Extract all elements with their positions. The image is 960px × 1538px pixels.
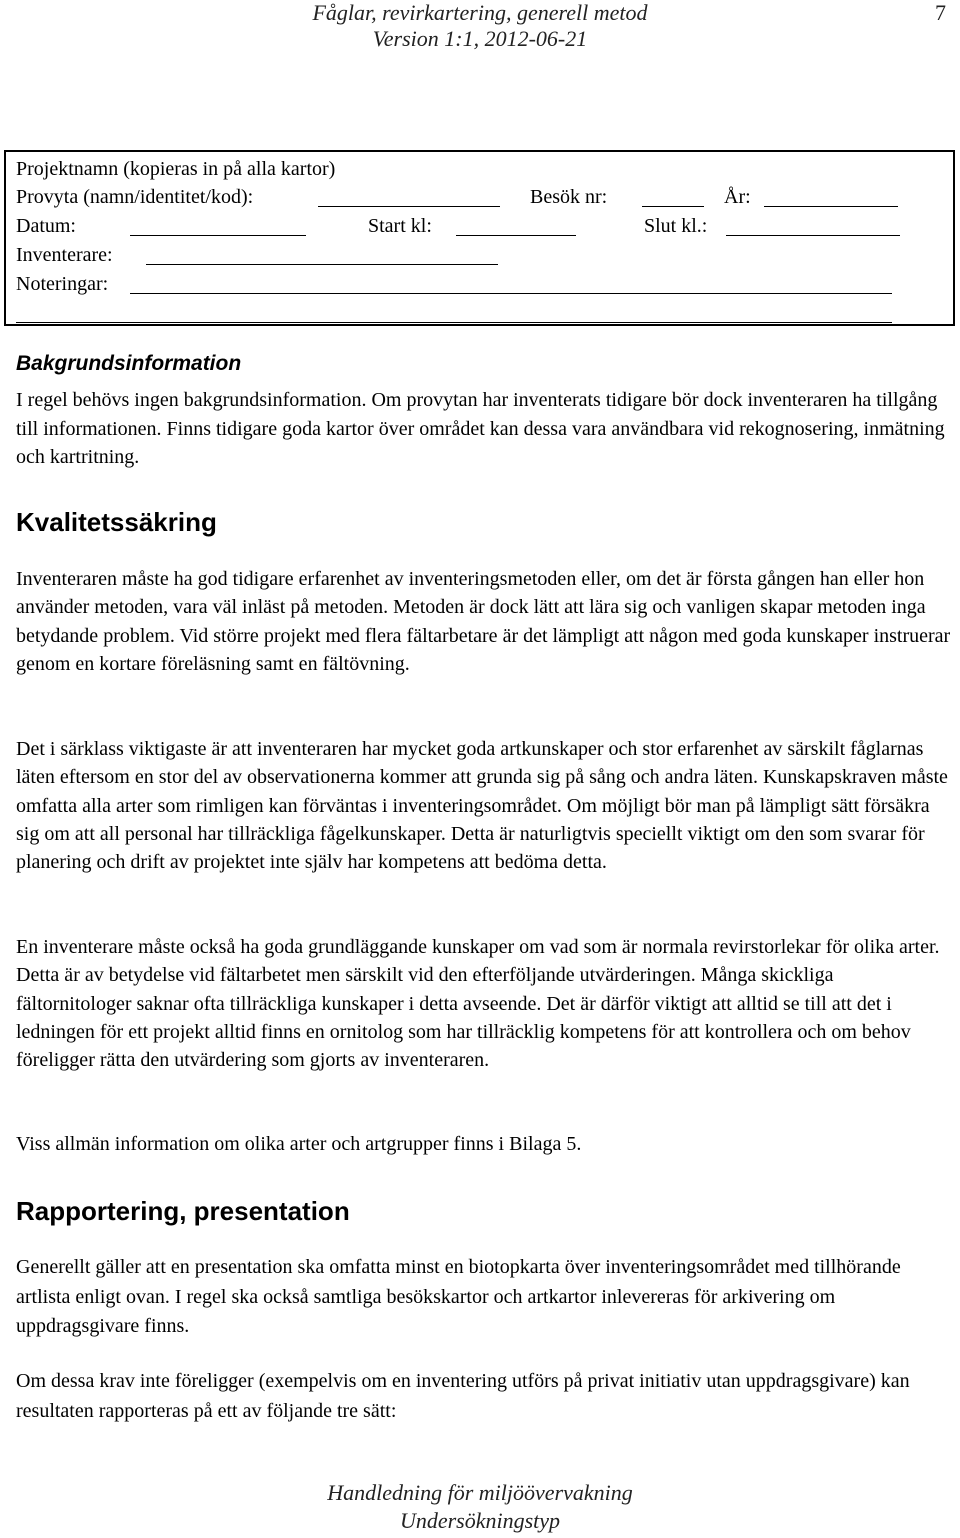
- end-field[interactable]: [726, 235, 900, 236]
- quality-paragraph-2: Det i särklass viktigaste är att inventeraren har mycket goda artkunskaper och stor erfarenhet av särskilt fåglarnas läten eftersom en stor del av observationerna kommer att grunda sig på sång och andra läten. Kunskapskraven måste omfatta alla arter som rimligen kan förväntas i inventeringsområdet. Om möjligt bör man på lämpligt sätt försäkra sig om att all personal har tillräckliga fågelkunskaper. Detta är naturligtvis speciellt viktigt om den som svarar för planering och drift av projektet inte själv har kompetens att bedöma detta.: [16, 738, 948, 874]
- surveyor-label: Inventerare:: [16, 244, 113, 266]
- quality-paragraph-1: Inventeraren måste ha god tidigare erfarenhet av inventeringsmetoden eller, om det är första gången han eller hon använder metoden, vara väl inläst på metoden. Metoden är dock lätt att lära sig och vanligen skapar metoden inga betydande problem. Vid större projekt med flera fältarbetare är det lämpligt att någon med goda kunskaper instruerar genom en kortare föreläsning samt en fältövning.: [16, 568, 951, 675]
- plot-label: Provyta (namn/identitet/kod):: [16, 186, 254, 208]
- surveyor-field[interactable]: [146, 264, 498, 265]
- quality-paragraph-3: En inventerare måste också ha goda grundläggande kunskaper om vad som är normala revirstorlekar för olika arter. Detta är av betydelse vid fältarbetet men särskilt vid den efterföljande utvärderingen. Många skickliga fältornitologer saknar ofta tillräckliga kunskaper i detta avseende. Det är därför viktigt att alltid se till att det i ledningen för ett projekt alltid finns en ornitolog som har tillräcklig kompetens för att kontrollera och om behov föreligger rätta den utvärdering som gjorts av inventeraren.: [16, 936, 940, 1072]
- start-label: Start kl:: [368, 215, 432, 237]
- page-header: [0, 0, 960, 60]
- notes-label: Noteringar:: [16, 273, 109, 295]
- year-field[interactable]: [764, 206, 898, 207]
- notes-row: [16, 271, 946, 297]
- page-number: 7: [935, 0, 946, 25]
- document-title: Fåglar, revirkartering, generell metod: [312, 0, 648, 25]
- reporting-heading: Rapportering, presentation: [16, 1196, 350, 1226]
- reporting-paragraph-2: Om dessa krav inte föreligger (exempelvis om en inventering utförs på privat initiativ utan uppdragsgivare) kan resultaten rapporteras på ett av följande tre sätt:: [16, 1370, 910, 1422]
- date-row: [16, 213, 946, 239]
- document-version: Version 1:1, 2012-06-21: [372, 26, 588, 51]
- background-heading: Bakgrundsinformation: [16, 352, 242, 375]
- plot-field[interactable]: [318, 206, 500, 207]
- end-label: Slut kl.:: [644, 215, 708, 237]
- project-name-label: Projektnamn (kopieras in på alla kartor): [16, 158, 336, 180]
- visit-field[interactable]: [642, 206, 704, 207]
- start-field[interactable]: [456, 235, 576, 236]
- background-text: I regel behövs ingen bakgrundsinformation. Om provytan har inventerats tidigare bör dock inventeraren ha tillgång till informationen. Finns tidigare goda kartor över området kan dessa vara användbara vid rekognosering, inmätning och kartritning.: [16, 389, 945, 468]
- notes-field-line1[interactable]: [130, 293, 892, 294]
- footer-line-1: Handledning för miljöövervakning: [327, 1480, 633, 1505]
- footer-line-2: Undersökningstyp: [399, 1508, 561, 1533]
- quality-paragraph-4: Viss allmän information om olika arter och artgrupper finns i Bilaga 5.: [16, 1133, 582, 1155]
- date-field[interactable]: [130, 235, 306, 236]
- notes-field-line2[interactable]: [16, 322, 892, 323]
- plot-row: [16, 184, 946, 210]
- survey-form-box: [4, 150, 955, 326]
- year-label: År:: [724, 186, 751, 208]
- date-label: Datum:: [16, 215, 76, 237]
- reporting-paragraph-1: Generellt gäller att en presentation ska omfatta minst en biotopkarta över inventeringsområdet med tillhörande artlista enligt ovan. I regel ska också samtliga besökskartor och artkartor inlevereras för arkivering om uppdragsgivare finns.: [16, 1256, 901, 1337]
- quality-heading: Kvalitetssäkring: [16, 507, 217, 537]
- visit-label: Besök nr:: [530, 186, 608, 208]
- surveyor-row: [16, 242, 946, 268]
